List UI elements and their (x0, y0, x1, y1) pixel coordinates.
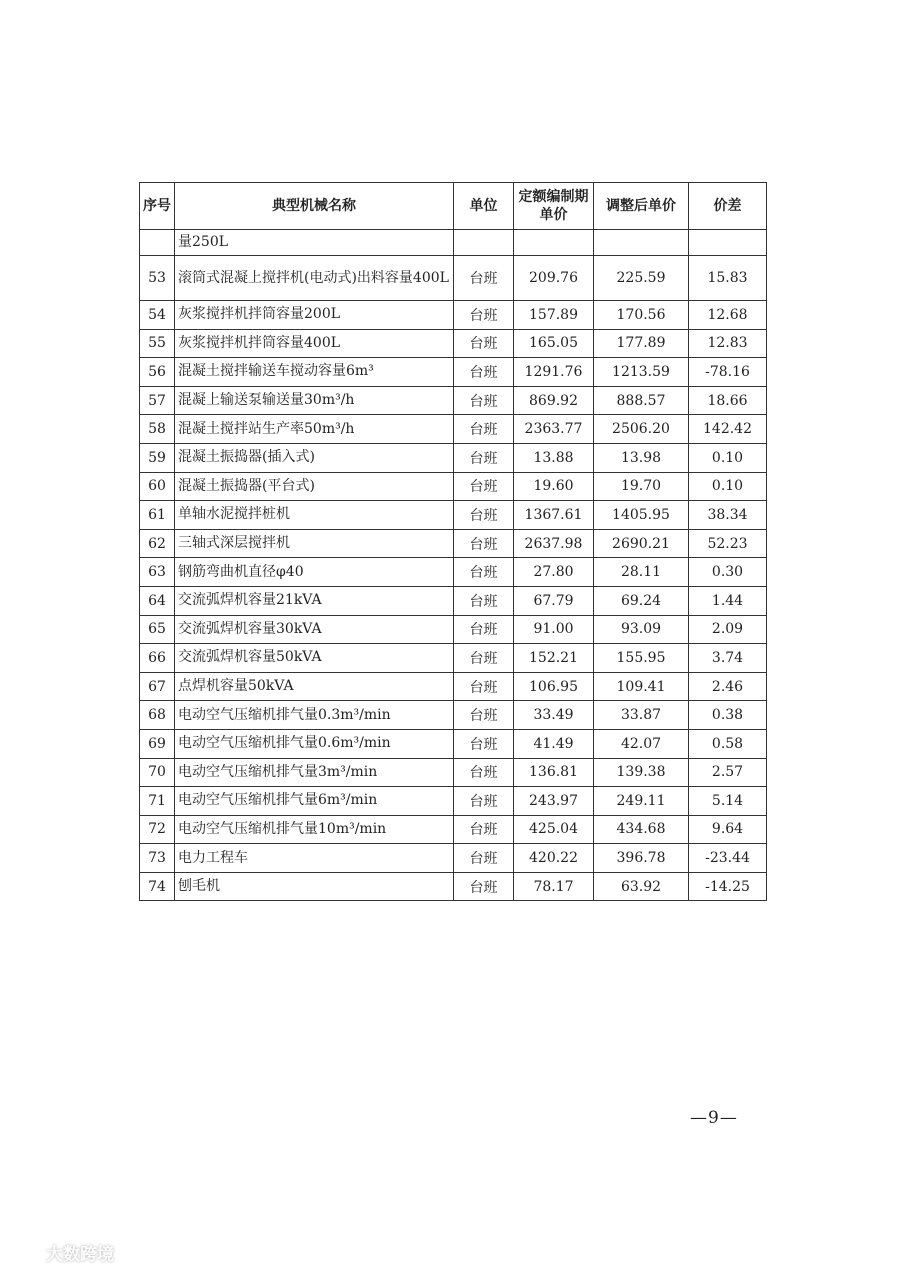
cell-index: 74 (140, 872, 175, 901)
cell-original-price: 157.89 (514, 301, 594, 330)
cell-name: 单轴水泥搅拌桩机 (175, 501, 454, 530)
cell-adjusted-price: 434.68 (594, 815, 689, 844)
cell-unit: 台班 (454, 329, 514, 358)
table-row (140, 501, 767, 530)
cell-index: 71 (140, 787, 175, 816)
table-row (140, 815, 767, 844)
cell-adjusted-price: 170.56 (594, 301, 689, 330)
cell-name: 混凝土振捣器(插入式) (175, 443, 454, 472)
cell-original-price (514, 230, 594, 256)
cell-difference: 0.10 (689, 472, 767, 501)
cell-unit: 台班 (454, 586, 514, 615)
cell-index: 58 (140, 415, 175, 444)
cell-difference: 52.23 (689, 529, 767, 558)
watermark (8, 1240, 114, 1265)
cell-index: 59 (140, 443, 175, 472)
cell-index: 67 (140, 672, 175, 701)
cell-difference: -78.16 (689, 358, 767, 387)
cell-unit: 台班 (454, 386, 514, 415)
cell-unit: 台班 (454, 844, 514, 873)
cell-name: 刨毛机 (175, 872, 454, 901)
cell-difference: 38.34 (689, 501, 767, 530)
cell-adjusted-price: 1213.59 (594, 358, 689, 387)
header-adjusted-price: 调整后单价 (594, 183, 689, 230)
cell-name: 电动空气压缩机排气量0.6m³/min (175, 729, 454, 758)
cell-difference (689, 230, 767, 256)
cell-name: 量250L (175, 230, 454, 256)
cell-difference: -23.44 (689, 844, 767, 873)
cell-original-price: 13.88 (514, 443, 594, 472)
table-row (140, 443, 767, 472)
cell-unit: 台班 (454, 501, 514, 530)
cell-unit (454, 230, 514, 256)
cell-difference: 0.38 (689, 701, 767, 730)
cell-index: 57 (140, 386, 175, 415)
cell-original-price: 2637.98 (514, 529, 594, 558)
cell-name: 滚筒式混凝上搅拌机(电动式)出料容量400L (175, 256, 454, 301)
header-unit: 单位 (454, 183, 514, 230)
cell-adjusted-price: 249.11 (594, 787, 689, 816)
cell-original-price: 27.80 (514, 558, 594, 587)
cell-unit: 台班 (454, 443, 514, 472)
cell-adjusted-price: 177.89 (594, 329, 689, 358)
cell-adjusted-price: 2506.20 (594, 415, 689, 444)
table-row (140, 872, 767, 901)
cell-name: 交流弧焊机容量50kVA (175, 644, 454, 673)
cell-unit: 台班 (454, 615, 514, 644)
table-row (140, 329, 767, 358)
table-row (140, 415, 767, 444)
cell-index: 68 (140, 701, 175, 730)
cell-adjusted-price: 155.95 (594, 644, 689, 673)
cell-difference: 1.44 (689, 586, 767, 615)
cell-difference: 12.68 (689, 301, 767, 330)
cell-difference: 0.30 (689, 558, 767, 587)
table-row (140, 586, 767, 615)
cell-index: 61 (140, 501, 175, 530)
continuation-row (140, 230, 767, 256)
header-name: 典型机械名称 (175, 183, 454, 230)
cell-name: 交流弧焊机容量30kVA (175, 615, 454, 644)
cell-index: 62 (140, 529, 175, 558)
cell-name: 交流弧焊机容量21kVA (175, 586, 454, 615)
cell-unit: 台班 (454, 529, 514, 558)
cell-adjusted-price: 225.59 (594, 256, 689, 301)
cell-adjusted-price: 42.07 (594, 729, 689, 758)
cell-index (140, 230, 175, 256)
cell-difference: 3.74 (689, 644, 767, 673)
cell-unit: 台班 (454, 358, 514, 387)
cell-unit: 台班 (454, 729, 514, 758)
cell-unit: 台班 (454, 472, 514, 501)
cell-name: 钢筋弯曲机直径φ40 (175, 558, 454, 587)
header-index: 序号 (140, 183, 175, 230)
cell-original-price: 91.00 (514, 615, 594, 644)
cell-name: 电力工程车 (175, 844, 454, 873)
cell-original-price: 152.21 (514, 644, 594, 673)
table-row (140, 615, 767, 644)
cell-name: 灰浆搅拌机拌筒容量400L (175, 329, 454, 358)
cell-difference: -14.25 (689, 872, 767, 901)
cell-adjusted-price: 2690.21 (594, 529, 689, 558)
cell-adjusted-price: 13.98 (594, 443, 689, 472)
table-row (140, 729, 767, 758)
cell-difference: 12.83 (689, 329, 767, 358)
watermark-text: 大数跨境 (46, 1245, 114, 1265)
cell-difference: 15.83 (689, 256, 767, 301)
cell-name: 电动空气压缩机排气量10m³/min (175, 815, 454, 844)
cell-name: 电动空气压缩机排气量3m³/min (175, 758, 454, 787)
cell-original-price: 420.22 (514, 844, 594, 873)
cell-difference: 2.46 (689, 672, 767, 701)
cell-name: 混凝土搅拌输送车搅动容量6m³ (175, 358, 454, 387)
cell-name: 混凝土振捣器(平台式) (175, 472, 454, 501)
cell-unit: 台班 (454, 787, 514, 816)
header-row (140, 183, 767, 230)
cell-difference: 0.58 (689, 729, 767, 758)
cell-difference: 9.64 (689, 815, 767, 844)
cell-adjusted-price: 93.09 (594, 615, 689, 644)
table-row (140, 701, 767, 730)
cell-adjusted-price: 33.87 (594, 701, 689, 730)
table-row (140, 386, 767, 415)
cell-original-price: 67.79 (514, 586, 594, 615)
cell-adjusted-price: 1405.95 (594, 501, 689, 530)
cell-adjusted-price: 28.11 (594, 558, 689, 587)
header-original-price: 定额编制期单价 (514, 183, 594, 230)
table-row (140, 644, 767, 673)
cell-original-price: 19.60 (514, 472, 594, 501)
table-row (140, 558, 767, 587)
cell-unit: 台班 (454, 701, 514, 730)
cell-original-price: 869.92 (514, 386, 594, 415)
cell-index: 72 (140, 815, 175, 844)
table-row (140, 787, 767, 816)
cell-unit: 台班 (454, 758, 514, 787)
cell-index: 60 (140, 472, 175, 501)
table-row (140, 472, 767, 501)
cell-name: 三轴式深层搅拌机 (175, 529, 454, 558)
cell-index: 55 (140, 329, 175, 358)
table-row (140, 301, 767, 330)
cell-difference: 142.42 (689, 415, 767, 444)
cell-unit: 台班 (454, 558, 514, 587)
cell-index: 66 (140, 644, 175, 673)
cell-unit: 台班 (454, 644, 514, 673)
cell-adjusted-price: 396.78 (594, 844, 689, 873)
header-difference: 价差 (689, 183, 767, 230)
cell-index: 69 (140, 729, 175, 758)
cell-adjusted-price: 109.41 (594, 672, 689, 701)
cell-original-price: 1367.61 (514, 501, 594, 530)
cell-original-price: 41.49 (514, 729, 594, 758)
cell-difference: 18.66 (689, 386, 767, 415)
cell-name: 点焊机容量50kVA (175, 672, 454, 701)
cell-adjusted-price: 139.38 (594, 758, 689, 787)
cell-index: 70 (140, 758, 175, 787)
table-body (140, 230, 767, 901)
cell-index: 65 (140, 615, 175, 644)
cell-index: 53 (140, 256, 175, 301)
cell-index: 64 (140, 586, 175, 615)
cell-adjusted-price: 63.92 (594, 872, 689, 901)
cell-unit: 台班 (454, 256, 514, 301)
cell-adjusted-price: 19.70 (594, 472, 689, 501)
cell-difference: 2.57 (689, 758, 767, 787)
table-row (140, 672, 767, 701)
cell-unit: 台班 (454, 672, 514, 701)
cell-original-price: 209.76 (514, 256, 594, 301)
cell-index: 63 (140, 558, 175, 587)
cell-original-price: 2363.77 (514, 415, 594, 444)
cell-adjusted-price (594, 230, 689, 256)
cell-original-price: 33.49 (514, 701, 594, 730)
cell-name: 电动空气压缩机排气量0.3m³/min (175, 701, 454, 730)
cell-difference: 5.14 (689, 787, 767, 816)
cell-adjusted-price: 69.24 (594, 586, 689, 615)
cell-difference: 2.09 (689, 615, 767, 644)
cell-name: 混凝上输送泵输送量30m³/h (175, 386, 454, 415)
cell-index: 56 (140, 358, 175, 387)
cell-original-price: 165.05 (514, 329, 594, 358)
table-row (140, 844, 767, 873)
cell-index: 54 (140, 301, 175, 330)
cell-adjusted-price: 888.57 (594, 386, 689, 415)
table-row (140, 529, 767, 558)
cell-unit: 台班 (454, 301, 514, 330)
cell-original-price: 136.81 (514, 758, 594, 787)
cell-name: 灰浆搅拌机拌筒容量200L (175, 301, 454, 330)
cell-name: 混凝土搅拌站生产率50m³/h (175, 415, 454, 444)
cell-original-price: 425.04 (514, 815, 594, 844)
table-header (140, 183, 767, 230)
cell-index: 73 (140, 844, 175, 873)
page-number: —9— (690, 1108, 738, 1128)
chat-bubble-logo-icon (8, 1242, 42, 1264)
cell-unit: 台班 (454, 415, 514, 444)
cell-name: 电动空气压缩机排气量6m³/min (175, 787, 454, 816)
table-row (140, 256, 767, 301)
cell-difference: 0.10 (689, 443, 767, 472)
cell-unit: 台班 (454, 872, 514, 901)
cell-original-price: 106.95 (514, 672, 594, 701)
machinery-price-table (139, 182, 767, 901)
table-row (140, 758, 767, 787)
cell-unit: 台班 (454, 815, 514, 844)
cell-original-price: 243.97 (514, 787, 594, 816)
cell-original-price: 1291.76 (514, 358, 594, 387)
table-row (140, 358, 767, 387)
cell-original-price: 78.17 (514, 872, 594, 901)
